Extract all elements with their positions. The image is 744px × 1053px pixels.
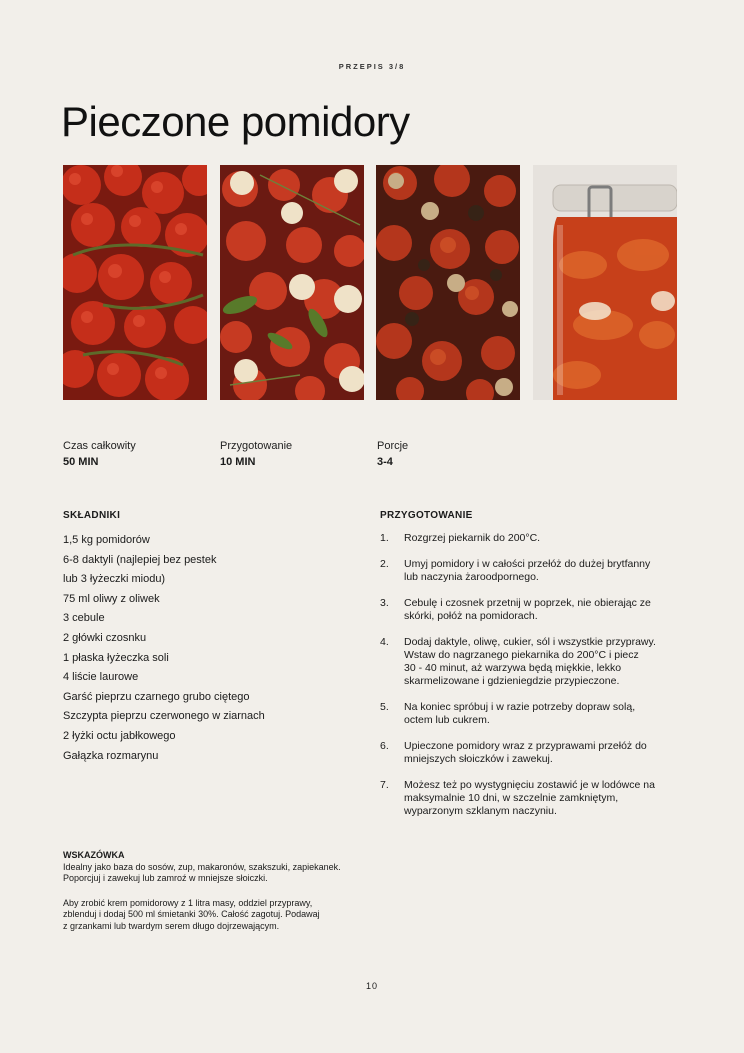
recipe-counter: PRZEPIS 3/8 [338,62,406,71]
step-line: Możesz też po wystygnięciu zostawić je w lodówce na [404,779,655,791]
ingredient-item: 75 ml oliwy z oliwek [63,592,160,605]
tomatoes-in-jar-photo [533,165,677,400]
step-line: Dodaj daktyle, oliwę, cukier, sól i wszystkie przyprawy. [404,636,656,648]
ingredient-item: 2 główki czosnku [63,631,147,644]
step-line: Rozgrzej piekarnik do 200°C. [404,532,541,544]
step-item [380,597,680,623]
servings-value: 3-4 [377,456,393,468]
step-number: 7. [380,779,389,791]
page-title: Pieczone pomidory [61,98,410,145]
ingredients-list [63,531,265,766]
step-line: maksymalnie 10 dni, w szczelnie zamkniętym, [404,792,619,804]
step-line: Na koniec spróbuj i w razie potrzeby dopraw solą, [404,701,636,713]
ingredient-item: 3 cebule [63,612,105,625]
step-line: Cebulę i czosnek przetnij w poprzek, nie obierając ze [404,597,651,609]
ingredient-item: Szczypta pieprzu czerwonego w ziarnach [63,710,265,723]
total-time-value: 50 MIN [63,456,99,468]
prep-time [220,438,292,470]
ingredient-item: 4 liście laurowe [63,671,139,684]
step-item [380,740,680,766]
prep-time-label: Przygotowanie [220,440,293,452]
preparation-steps [380,532,680,831]
servings [377,438,408,470]
prep-time-value: 10 MIN [220,456,256,468]
step-item [380,779,680,818]
ingredient-item: 1 płaska łyżeczka soli [63,651,169,664]
ingredients-heading: SKŁADNIKI [63,510,121,521]
roasted-tomatoes-photo [376,165,520,400]
ingredient-item: 1,5 kg pomidorów [63,534,150,546]
step-number: 2. [380,558,389,570]
ingredient-item: Garść pieprzu czarnego grubo ciętego [63,690,250,703]
step-number: 4. [380,636,389,648]
tip-heading: WSKAZÓWKA [63,850,125,860]
step-item [380,558,680,584]
tip-line: Poporcjuj i zawekuj lub zamroź w mniejsze słoiczki. [63,873,268,883]
tip-line: zblenduj i dodaj 500 ml śmietanki 30%. Całość zagotuj. Podawaj [63,909,320,919]
step-line: Umyj pomidory i w całości przełóż do dużej brytfanny [404,558,651,570]
step-item [380,701,680,727]
step-number: 5. [380,701,389,713]
step-line: octem lub cukrem. [404,714,490,726]
step-line: wyparzonym szklanym naczyniu. [404,805,557,817]
step-line: skarmelizowane i gdzieniegdzie przypieczone. [404,675,620,687]
ingredient-item: 6-8 daktyli (najlepiej bez pestek [63,553,217,566]
fresh-tomatoes-photo [63,165,207,400]
total-time-label: Czas całkowity [63,440,136,452]
preparation-heading: PRZYGOTOWANIE [380,510,473,521]
step-number: 6. [380,740,389,752]
tip-line: Aby zrobić krem pomidorowy z 1 litra masy, oddziel przyprawy, [63,897,313,908]
ingredient-item: lub 3 łyżeczki miodu) [63,573,166,586]
step-line: skórki, połóż na pomidorach. [404,610,538,622]
step-number: 3. [380,597,389,609]
tip-line: z grzankami lub twardym serem długo dojrzewającym. [63,920,280,931]
tomatoes-garlic-herbs-photo [220,165,364,400]
total-time [63,438,136,470]
step-number: 1. [380,532,389,544]
ingredient-item: Gałązka rozmarynu [63,749,159,762]
step-item [380,532,680,545]
step-line: Wstaw do nagrzanego piekarnika do 200°C i piecz [404,649,639,661]
page-number: 10 [365,981,378,991]
step-line: mniejszych słoiczków i zawekuj. [404,753,553,765]
step-line: Upieczone pomidory wraz z przyprawami przełóż do [404,740,647,752]
ingredient-item: 2 łyżki octu jabłkowego [63,729,176,742]
step-item [380,636,680,688]
step-line: lub naczynia żaroodpornego. [404,571,539,583]
tip-line: Idealny jako baza do sosów, zup, makaronów, szakszuki, zapiekanek. [63,861,341,872]
tip-box [63,850,393,932]
step-line: 30 - 40 minut, aż warzywa będą miękkie, lekko [404,662,622,674]
servings-label: Porcje [377,440,409,452]
